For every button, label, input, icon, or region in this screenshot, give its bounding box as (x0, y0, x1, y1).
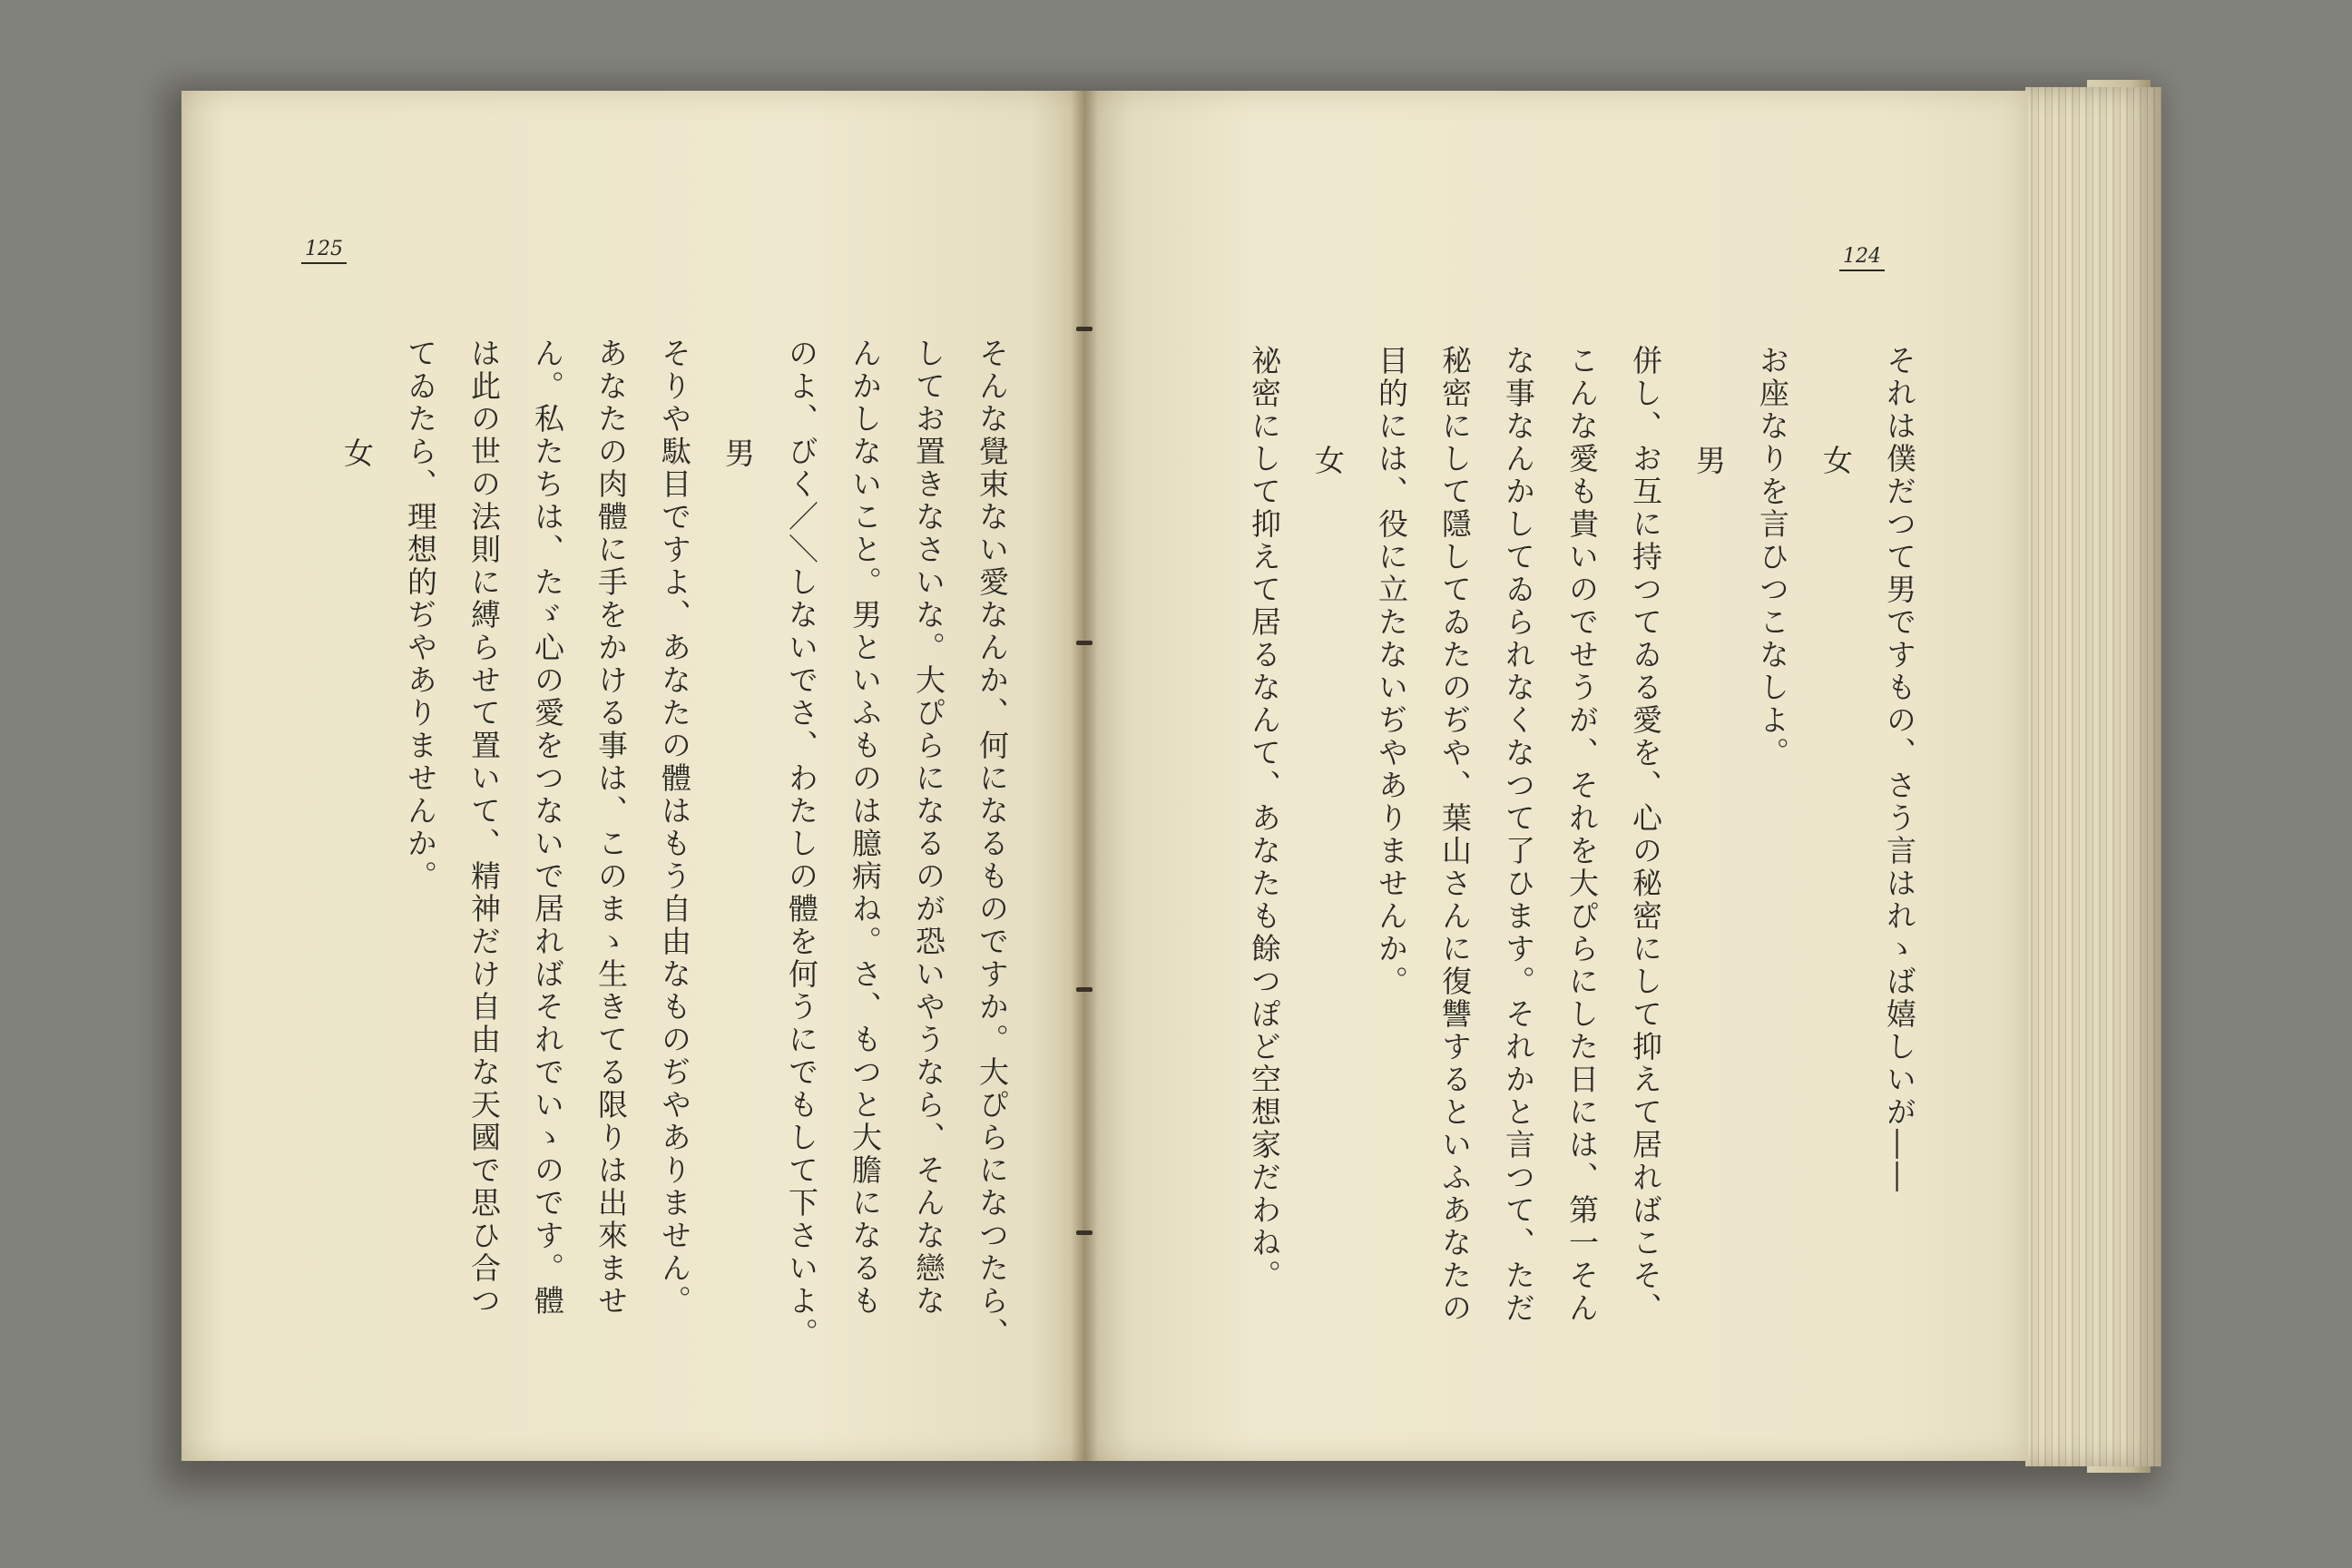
left-page-text (309, 338, 1010, 1350)
page-number-left: 125 (301, 238, 347, 264)
text-line: そりや駄目ですよ、あなたの體はもう自由なものぢやありません。 (657, 338, 692, 1318)
text-line: あなたの肉體に手をかける事は、このまゝ生きてる限りは出來ませ (593, 338, 629, 1318)
text-line: それは僕だつて男ですもの、さう言はれゝば嬉しいが―― (1882, 345, 1917, 1194)
page-number-right: 124 (1839, 245, 1885, 271)
text-line: 祕密にして抑えて居るなんて、あなたも餘つぽど空想家だわね。 (1247, 345, 1282, 1292)
page-edges (2025, 87, 2161, 1466)
speaker-label: 男 (720, 437, 756, 470)
text-line: んかしないこと。男といふものは臆病ね。さ、もつと大膽になるも (848, 338, 883, 1318)
text-line: てゐたら、理想的ぢやありませんか。 (403, 338, 438, 893)
text-line: は此の世の法則に縛らせて置いて、精神だけ自由な天國で思ひ合つ (466, 338, 502, 1318)
text-line: な事なんかしてゐられなくなつて了ひます。それかと言つて、ただ (1501, 345, 1536, 1325)
right-page (1084, 91, 2028, 1461)
text-line: お座なりを言ひつこなしよ。 (1755, 345, 1790, 769)
text-line: のよ、びく／＼しないでさ、わたしの體を何うにでもして下さいよ。 (784, 338, 819, 1350)
binding-stitch (1076, 641, 1093, 645)
left-page (181, 91, 1084, 1461)
speaker-label: 女 (339, 437, 375, 470)
text-line: ん。私たちは、たゞ心の愛をつないで居ればそれでいゝのです。體 (530, 338, 565, 1318)
right-page-text (1216, 345, 1915, 1325)
binding-stitch (1076, 987, 1093, 992)
speaker-label: 女 (1818, 445, 1854, 477)
text-line: そんな覺束ない愛なんか、何になるものですか。大ぴらになつたら、 (975, 338, 1010, 1350)
text-line: 目的には、役に立たないぢやありませんか。 (1374, 345, 1409, 998)
binding-stitch (1076, 327, 1093, 331)
speaker-label: 女 (1310, 445, 1346, 477)
text-line: 秘密にして隱してゐたのぢや、葉山さんに復讐するといふあなたの (1437, 345, 1473, 1325)
binding-stitch (1076, 1230, 1093, 1235)
book-gutter (1071, 91, 1098, 1461)
text-line: してお置きなさいな。大ぴらになるのが恐いやうなら、そんな戀な (911, 338, 946, 1318)
text-line: 併し、お互に持つてゐる愛を、心の秘密にして抑えて居ればこそ、 (1628, 345, 1663, 1325)
speaker-label: 男 (1691, 445, 1727, 477)
text-line: こんな愛も貴いのでせうが、それを大ぴらにした日には、第一そん (1564, 345, 1600, 1325)
